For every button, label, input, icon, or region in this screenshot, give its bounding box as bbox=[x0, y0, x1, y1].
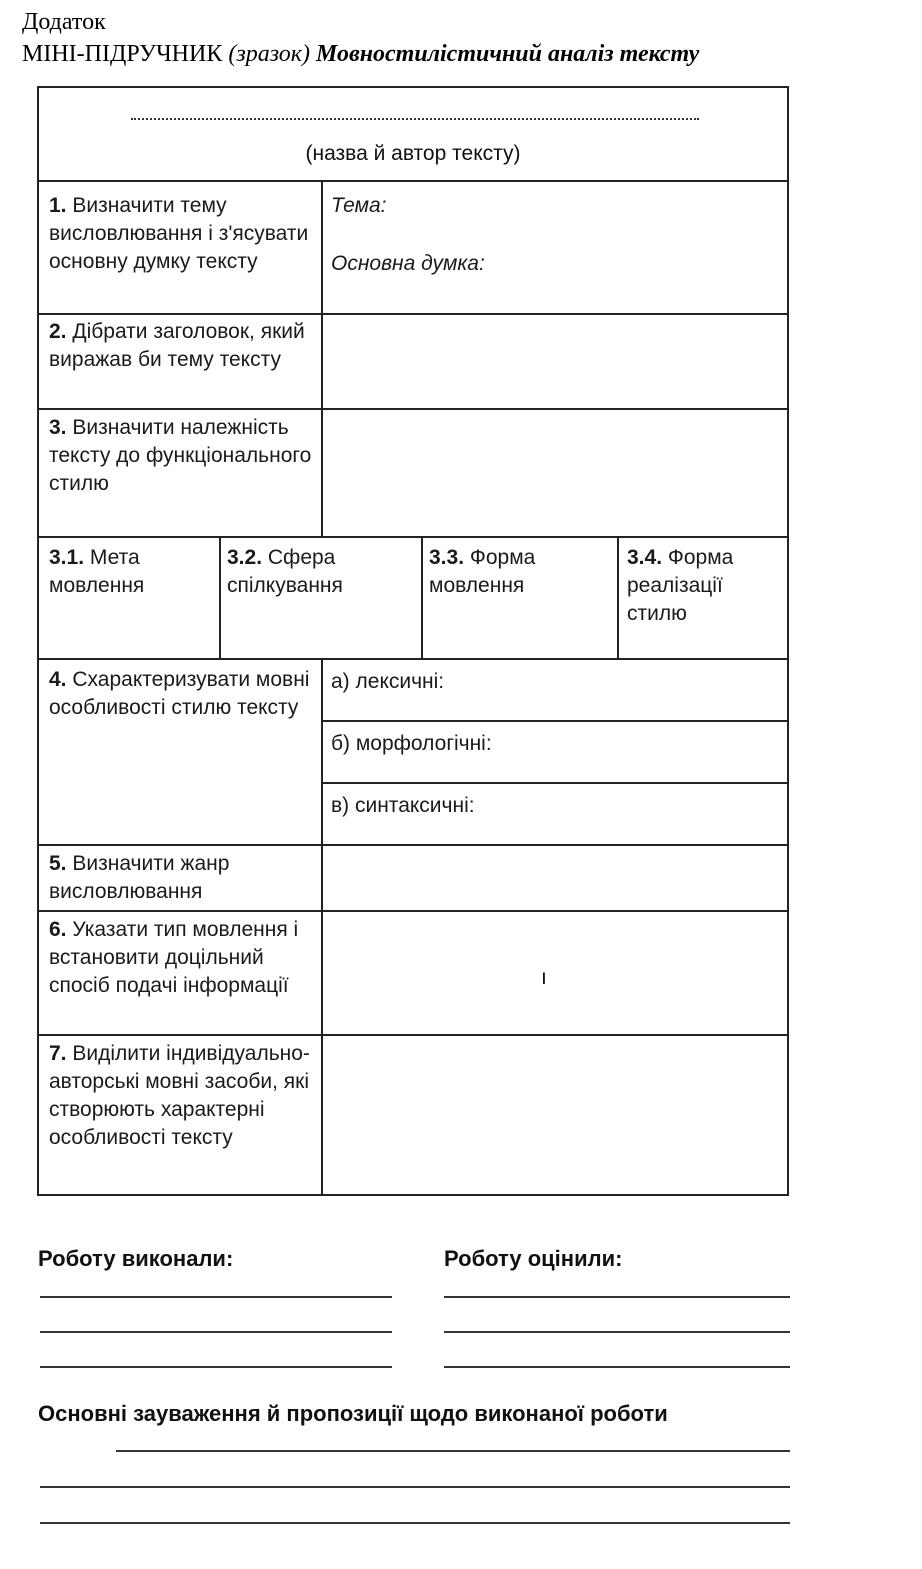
tema-label: Тема: bbox=[331, 194, 387, 217]
title-line[interactable] bbox=[131, 118, 699, 120]
main-idea-label: Основна думка: bbox=[331, 252, 485, 275]
lexical-label: а) лексичні: bbox=[331, 670, 445, 693]
row6-task: 6. Указати тип мовлення і встановити доцільний спосіб подачі інформації bbox=[49, 918, 299, 997]
row7-task: 7. Виділити індивідуально-авторські мовні засоби, які створюють характерні особливості тексту bbox=[49, 1042, 310, 1149]
graded-line-1[interactable] bbox=[444, 1296, 790, 1298]
sub-3-2: 3.2. Сфера спілкування bbox=[227, 546, 343, 597]
graded-by-label: Роботу оцінили: bbox=[444, 1246, 623, 1271]
title-caption: (назва й автор тексту) bbox=[305, 142, 521, 165]
row1-task: 1. Визначити тему висловлювання і з'ясувати основну думку тексту bbox=[49, 194, 309, 273]
morphological-label: б) морфологічні: bbox=[331, 732, 492, 755]
analysis-form bbox=[37, 86, 789, 1196]
appendix-label: Додаток bbox=[22, 9, 106, 35]
graded-line-3[interactable] bbox=[444, 1366, 790, 1368]
done-line-3[interactable] bbox=[40, 1366, 392, 1368]
sub-3-4: 3.4. Форма реалізації стилю bbox=[627, 546, 734, 625]
notes-line-2[interactable] bbox=[40, 1486, 790, 1488]
page-header bbox=[22, 6, 699, 70]
sub-3-3: 3.3. Форма мовлення bbox=[429, 546, 536, 597]
row3-task: 3. Визначити належність тексту до функціонального стилю bbox=[49, 416, 312, 495]
stray-mark: ı bbox=[541, 966, 547, 989]
document-title: МІНІ-ПІДРУЧНИК (зразок) Мовностилістичний аналіз тексту bbox=[22, 41, 700, 67]
syntactic-label: в) синтаксичні: bbox=[331, 794, 475, 817]
notes-line-1[interactable] bbox=[116, 1450, 790, 1452]
done-line-1[interactable] bbox=[40, 1296, 392, 1298]
row2-task: 2. Дібрати заголовок, який виражав би тему тексту bbox=[49, 320, 305, 371]
graded-line-2[interactable] bbox=[444, 1331, 790, 1333]
sub-3-1: 3.1. Мета мовлення bbox=[49, 546, 145, 597]
row4-task: 4. Схарактеризувати мовні особливості стилю тексту bbox=[49, 668, 310, 719]
row5-task: 5. Визначити жанр висловлювання bbox=[49, 852, 230, 903]
notes-line-3[interactable] bbox=[40, 1522, 790, 1524]
done-line-2[interactable] bbox=[40, 1331, 392, 1333]
done-by-label: Роботу виконали: bbox=[38, 1246, 234, 1271]
notes-label: Основні зауваження й пропозиції щодо виконаної роботи bbox=[38, 1401, 668, 1426]
